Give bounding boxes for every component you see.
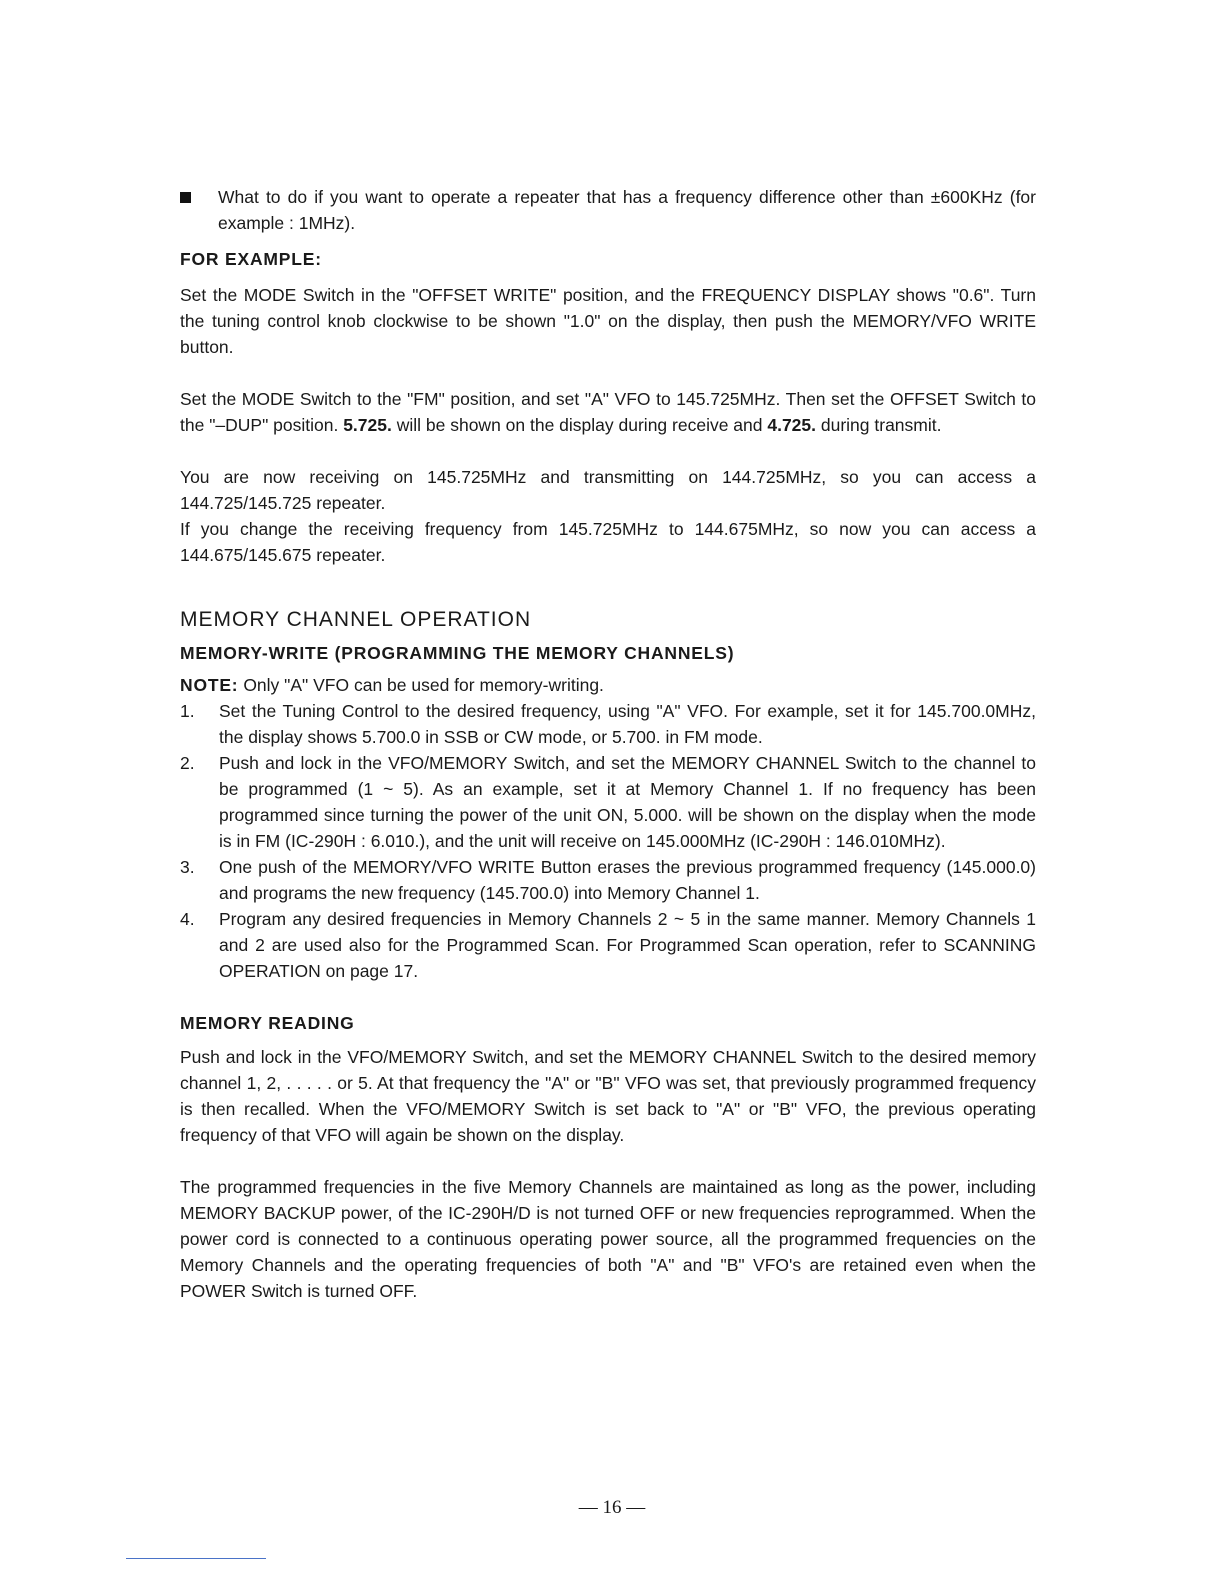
example-paragraph-4: If you change the receiving frequency from 145.725MHz to 144.675MHz, so now you can access a 144.675/145.675 repeater. [180,519,1036,565]
example-p2-bold-transmit: 4.725. [767,415,817,435]
step-number: 2. [180,753,195,773]
step-text: One push of the MEMORY/VFO WRITE Button erases the previous programmed frequency (145.000.0) and programs the new frequency (145.700.0) into Memory Channel 1. [219,857,1036,903]
memory-reading-heading: MEMORY READING [180,1013,355,1033]
manual-page [180,184,1036,1304]
list-item [180,906,1036,984]
intro-bullet [180,184,1036,236]
step-text: Program any desired frequencies in Memory Channels 2 ~ 5 in the same manner. Memory Channels 1 and 2 are used also for the Programmed Scan. For Programmed Scan operation, refer to SCANNING OPERATION on page 17. [219,909,1036,981]
step-number: 3. [180,857,195,877]
list-item [180,750,1036,854]
memory-write-heading: MEMORY-WRITE (PROGRAMMING THE MEMORY CHANNELS) [180,643,735,663]
memory-channel-section-title: MEMORY CHANNEL OPERATION [180,608,532,631]
example-p2-part-a: Set the MODE Switch to the "FM" position, and set "A" VFO to 145.725MHz. Then set the OFFSET Switch to the "–DUP" position. [180,389,1036,435]
list-item [180,854,1036,906]
intro-bullet-text: What to do if you want to operate a repeater that has a frequency difference other than ±600KHz (for example : 1MHz). [218,187,1036,233]
step-number: 4. [180,909,195,929]
example-paragraph-3: You are now receiving on 145.725MHz and transmitting on 144.725MHz, so you can access a 144.725/145.725 repeater. [180,467,1036,513]
step-number: 1. [180,701,195,721]
example-p2-part-b: will be shown on the display during receive and [391,415,768,435]
example-paragraph-2 [180,386,1036,438]
page-number: — 16 — [578,1497,646,1518]
example-paragraph-1: Set the MODE Switch in the "OFFSET WRITE" position, and the FREQUENCY DISPLAY shows "0.6". Turn the tuning control knob clockwise to be shown "1.0" on the display, then push the MEMORY/VFO WRITE button. [180,285,1036,357]
note-text: Only "A" VFO can be used for memory-writing. [238,675,604,695]
memory-reading-paragraph-2: The programmed frequencies in the five Memory Channels are maintained as long as the power, including MEMORY BACKUP power, of the IC-290H/D is not turned OFF or new frequencies reprogrammed. When the power cord is connected to a continuous operating power source, all the programmed frequencies on the Memory Channels and the operating frequencies of both "A" and "B" VFO's are retained even when the POWER Switch is turned OFF. [180,1177,1036,1301]
bottom-left-rule [126,1558,266,1559]
square-bullet-icon [180,192,191,203]
memory-write-steps [180,698,1036,984]
note-label: NOTE: [180,675,239,695]
step-text: Push and lock in the VFO/MEMORY Switch, and set the MEMORY CHANNEL Switch to the channel to be programmed (1 ~ 5). As an example, set it at Memory Channel 1. If no frequency has been programmed since turning the power of the unit ON, 5.000. will be shown on the display when the mode is in FM (IC-290H : 6.010.), and the unit will receive on 145.000MHz (IC-290H : 146.010MHz). [219,753,1036,851]
note-line [180,672,1036,698]
example-p2-part-c: during transmit. [816,415,942,435]
example-p2-bold-receive: 5.725. [343,415,392,435]
step-text: Set the Tuning Control to the desired frequency, using "A" VFO. For example, set it for 145.700.0MHz, the display shows 5.700.0 in SSB or CW mode, or 5.700. in FM mode. [219,701,1036,747]
for-example-heading: FOR EXAMPLE: [180,249,322,269]
memory-reading-paragraph-1: Push and lock in the VFO/MEMORY Switch, and set the MEMORY CHANNEL Switch to the desired memory channel 1, 2, . . . . . or 5. At that frequency the "A" or "B" VFO was set, that previously programmed frequency is then recalled. When the VFO/MEMORY Switch is set back to "A" or "B" VFO, the previous operating frequency of that VFO will again be shown on the display. [180,1047,1036,1145]
list-item [180,698,1036,750]
